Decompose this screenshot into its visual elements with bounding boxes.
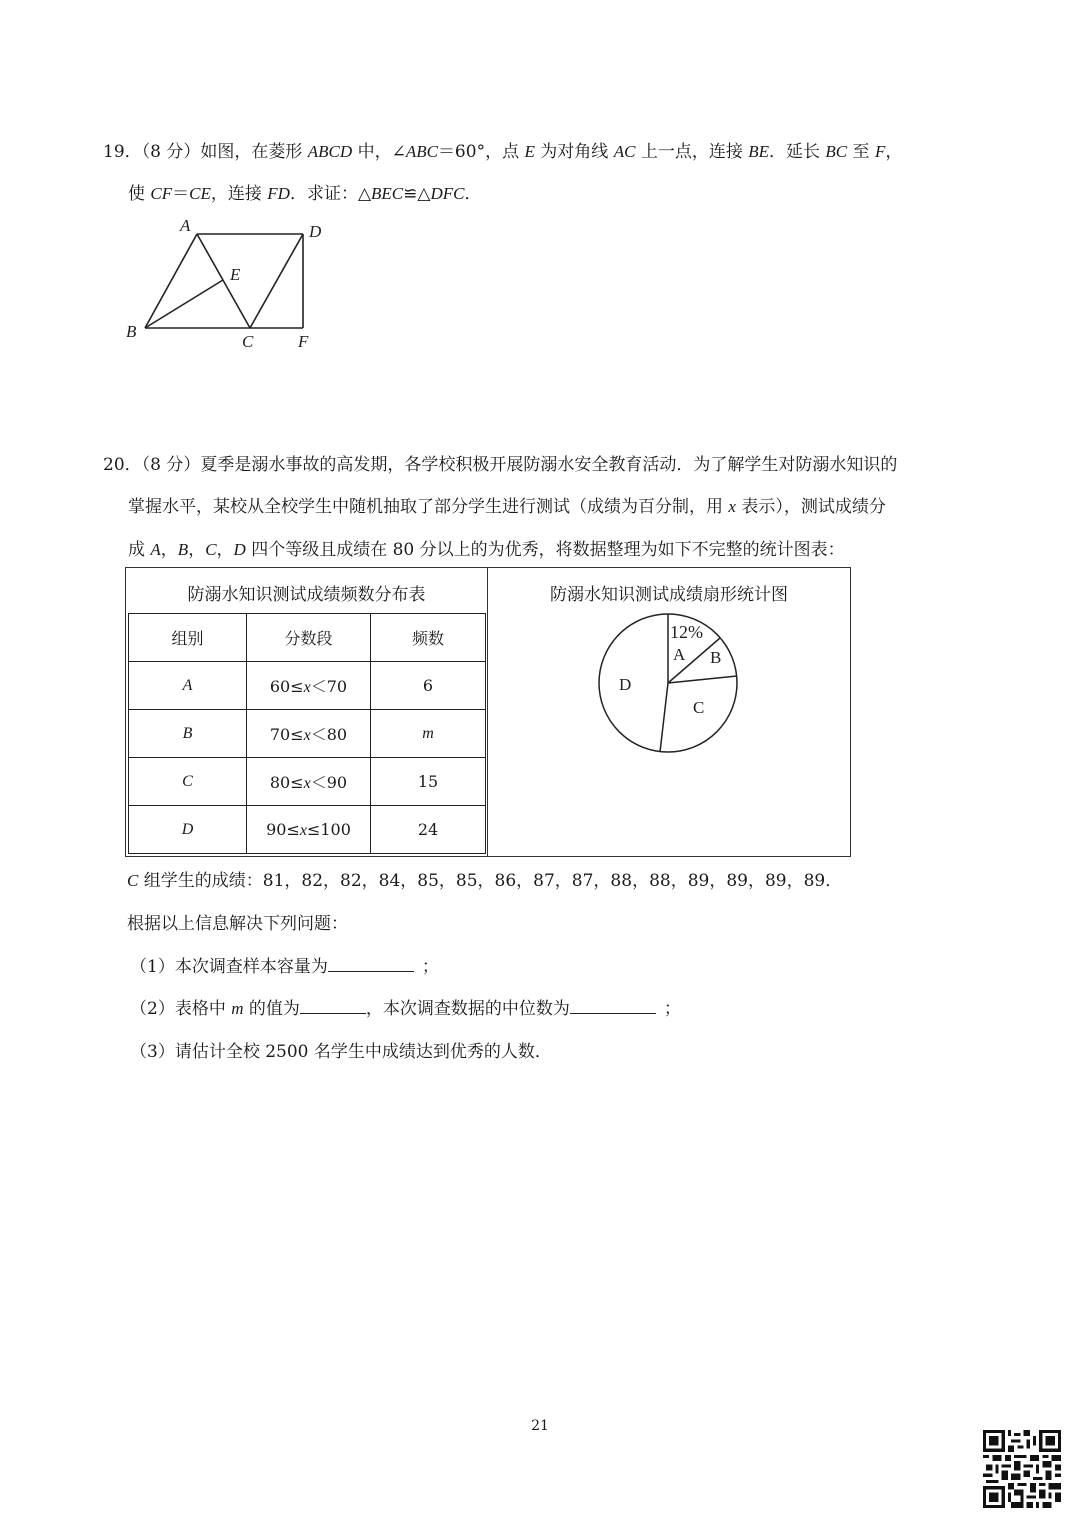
qr-code-icon <box>983 1430 1061 1508</box>
header-frequency: 频数 <box>371 614 486 662</box>
cell-frequency: m <box>371 710 486 758</box>
range-var: x <box>299 821 307 839</box>
q19-line-1 <box>103 137 902 162</box>
sub2-end: ； <box>663 999 681 1019</box>
q19-number: 19． <box>103 142 142 162</box>
cell-frequency: 6 <box>371 662 486 710</box>
q20-prompt: 根据以上信息解决下列问题： <box>127 914 348 934</box>
cell-range <box>247 758 371 806</box>
sub2-var: m <box>231 999 244 1018</box>
sub1-text: （1）本次调查样本容量为 <box>130 957 328 977</box>
header-group: 组别 <box>129 614 247 662</box>
range-lo: 70≤ <box>269 725 304 744</box>
q19-text: 使 <box>128 184 151 204</box>
q20-line-2 <box>128 492 886 517</box>
q20-text: 表示），测试成绩分 <box>735 497 886 517</box>
q19-text: ，连接 <box>210 184 268 204</box>
pie-title: 防溺水知识测试成绩扇形统计图 <box>550 585 788 605</box>
q19-points: （8 分） <box>141 142 201 162</box>
cell-range <box>247 710 371 758</box>
frequency-table <box>128 613 486 854</box>
q20-line-3 <box>128 535 845 560</box>
segment-ac <box>197 234 250 328</box>
q20-sub1 <box>130 952 439 977</box>
q20-var: D <box>233 540 246 559</box>
range-var: x <box>303 679 311 696</box>
cell-range <box>247 662 371 710</box>
q20-var: x <box>728 497 736 516</box>
q20-number: 20． <box>103 455 142 475</box>
pie-panel <box>488 568 850 856</box>
q20-text: ， <box>216 540 234 560</box>
q19-var: BE <box>748 142 770 161</box>
range-hi: ＜90 <box>310 773 348 792</box>
table-panel <box>126 568 488 856</box>
pie-label-c: C <box>693 698 705 717</box>
q19-text: ≌△ <box>403 184 431 204</box>
segment-ab <box>145 234 197 328</box>
label-d: D <box>309 222 322 241</box>
q19-text: 如图，在菱形 <box>200 142 308 162</box>
rhombus-figure <box>120 212 340 357</box>
label-e: E <box>230 265 241 284</box>
q20-text: 四个等级且成绩在 80 分以上的为优秀，将数据整理为如下不完整的统计图表： <box>245 540 845 560</box>
header-range: 分数段 <box>247 614 371 662</box>
q20-text: 夏季是溺水事故的高发期，各学校积极开展防溺水安全教育活动．为了解学生对防溺水知识的 <box>200 455 898 475</box>
cell-group: C <box>129 758 247 806</box>
q19-var: E <box>524 142 535 161</box>
cell-group: A <box>129 662 247 710</box>
q19-var: CF <box>150 184 173 203</box>
table-row <box>129 710 486 758</box>
q20-points: （8 分） <box>141 455 201 475</box>
q20-text: 掌握水平，某校从全校学生中随机抽取了部分学生进行测试（成绩为百分制，用 <box>128 497 729 517</box>
pie-divider-bc <box>668 676 737 683</box>
q19-text: ．求证：△ <box>289 184 372 204</box>
q20-text: 成 <box>128 540 151 560</box>
q19-var: ABC <box>405 142 438 161</box>
sub2-text: ，本次调查数据的中位数为 <box>365 999 570 1019</box>
q20-line-1 <box>103 450 897 475</box>
q19-text: 上一点，连接 <box>635 142 749 162</box>
q20-var: A <box>150 540 161 559</box>
q20-sub2 <box>130 994 681 1019</box>
label-b: B <box>126 322 137 341</box>
range-hi: ＜70 <box>310 677 348 696</box>
range-var: x <box>303 775 311 792</box>
q19-text: ＝60°，点 <box>437 142 525 162</box>
q19-var: ABCD <box>307 142 353 161</box>
table-title: 防溺水知识测试成绩频数分布表 <box>187 585 426 605</box>
sub1-end: ； <box>421 957 439 977</box>
sub2-text: 的值为 <box>243 999 300 1019</box>
cell-group: D <box>129 806 247 854</box>
range-hi: ≤100 <box>306 819 351 839</box>
q19-var: FD <box>267 184 290 203</box>
cell-frequency: 24 <box>371 806 486 854</box>
q20-var: C <box>205 540 217 559</box>
answer-blank-3[interactable] <box>570 997 656 1014</box>
q19-var: BC <box>825 142 848 161</box>
cell-group: B <box>129 710 247 758</box>
range-lo: 90≤ <box>266 819 300 839</box>
q20-sub3: （3）请估计全校 2500 名学生中成绩达到优秀的人数． <box>130 1042 552 1062</box>
range-lo: 80≤ <box>269 773 304 792</box>
table-row <box>129 806 486 854</box>
range-var: x <box>303 727 311 744</box>
q19-var: F <box>874 142 886 161</box>
q19-text: ， <box>885 142 903 162</box>
q19-text: 为对角线 <box>534 142 614 162</box>
statistics-figures <box>125 567 851 857</box>
q19-var: CE <box>189 184 211 203</box>
q20-text: ， <box>188 540 206 560</box>
table-header-row <box>129 614 486 662</box>
label-f: F <box>298 332 309 351</box>
cell-frequency: 15 <box>371 758 486 806</box>
table-row <box>129 758 486 806</box>
pie-chart <box>588 608 748 758</box>
pie-label-a: A <box>673 645 686 664</box>
c-group-var: C <box>127 871 139 890</box>
page-number: 21 <box>531 1418 549 1434</box>
segment-dc <box>250 234 303 328</box>
q19-text: 中，∠ <box>352 142 406 162</box>
sub2-text: （2）表格中 <box>130 999 232 1019</box>
table-row <box>129 662 486 710</box>
pie-label-b: B <box>710 648 722 667</box>
label-a: A <box>180 216 191 235</box>
c-group-text: 组学生的成绩：81，82，82，84，85，85，86，87，87，88，88，89，89，89，89． <box>138 871 843 891</box>
q20-var: B <box>177 540 189 559</box>
q19-text: ．延长 <box>769 142 826 162</box>
q19-text: ＝ <box>172 184 190 204</box>
segment-be <box>145 280 223 328</box>
range-hi: ＜80 <box>310 725 348 744</box>
range-lo: 60≤ <box>269 677 304 696</box>
q19-var: DFC <box>430 184 465 203</box>
q19-text: 至 <box>847 142 875 162</box>
pie-divider-cd <box>660 683 668 752</box>
q19-var: AC <box>613 142 636 161</box>
q19-line-2 <box>128 179 481 204</box>
answer-blank-2[interactable] <box>300 997 366 1014</box>
pie-label-d: D <box>619 675 632 694</box>
c-group-scores <box>127 866 842 891</box>
q19-text: ． <box>464 184 482 204</box>
answer-blank-1[interactable] <box>328 955 414 972</box>
q20-text: ， <box>160 540 178 560</box>
q19-var: BEC <box>371 184 404 203</box>
cell-range <box>247 806 371 854</box>
pie-percent-label: 12% <box>670 622 703 642</box>
label-c: C <box>242 332 254 351</box>
